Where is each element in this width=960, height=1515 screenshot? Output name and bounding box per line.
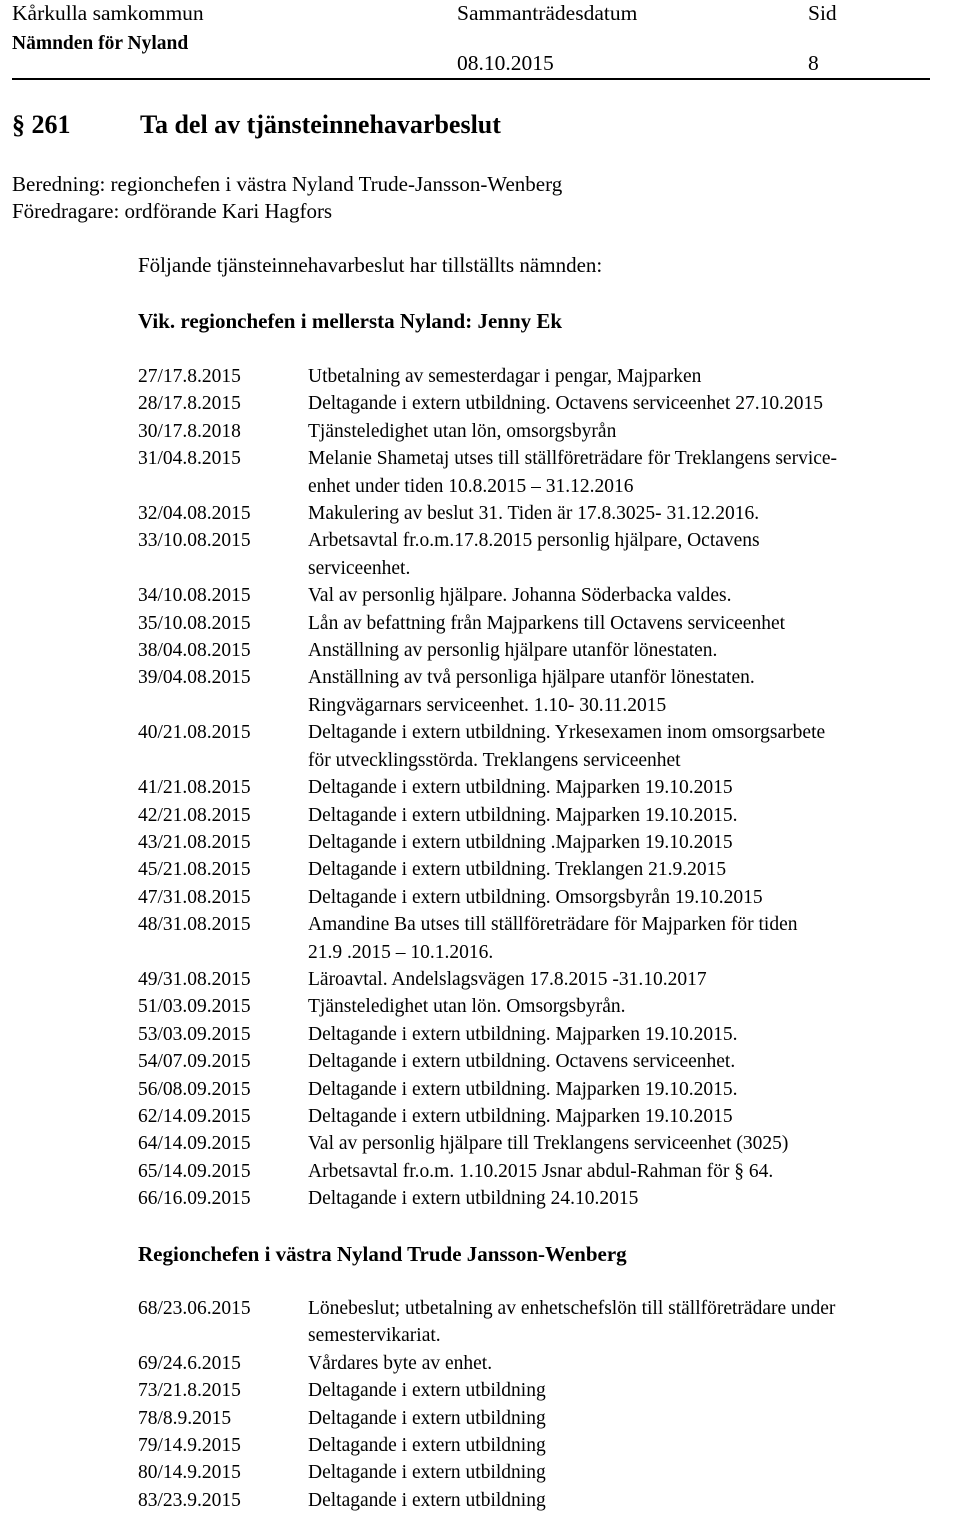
decision-row	[138, 802, 960, 829]
meeting-date-label: Sammanträdesdatum	[457, 1, 638, 25]
decision-row	[138, 719, 960, 774]
decision-text: Deltagande i extern utbildning	[308, 1380, 546, 1402]
decision-row	[138, 445, 960, 500]
unit-name: Nämnden för Nyland	[12, 33, 189, 54]
decision-row	[138, 911, 960, 966]
decision-number: 62/14.09.2015	[138, 1105, 251, 1127]
decision-text: Deltagande i extern utbildning	[308, 1435, 546, 1457]
decision-text: Amandine Ba utses till ställföreträdare för Majparken för tiden 21.9 .2015 – 10.1.2016.	[308, 914, 798, 963]
decision-text: Deltagande i extern utbildning 24.10.2015	[308, 1188, 639, 1210]
decision-number: 30/17.8.2018	[138, 420, 241, 442]
decision-text: Deltagande i extern utbildning. Majparken 19.10.2015	[308, 1105, 733, 1127]
decision-number: 65/14.09.2015	[138, 1160, 251, 1182]
decision-number: 43/21.08.2015	[138, 831, 251, 853]
decision-text: Makulering av beslut 31. Tiden är 17.8.3025- 31.12.2016.	[308, 503, 760, 525]
decision-number: 32/04.08.2015	[138, 503, 251, 525]
decision-number: 33/10.08.2015	[138, 530, 251, 552]
decision-row	[138, 363, 960, 390]
decision-number: 66/16.09.2015	[138, 1188, 251, 1210]
decision-text: Deltagande i extern utbildning. Yrkesexamen inom omsorgsarbete för utvecklingsstörda. Treklangens serviceenhet	[308, 722, 826, 771]
decision-number: 40/21.08.2015	[138, 722, 251, 744]
organization-name: Kårkulla samkommun	[12, 1, 204, 25]
decision-number: 49/31.08.2015	[138, 968, 251, 990]
beredning-line: Beredning: regionchefen i västra Nyland Trude-Jansson-Wenberg	[12, 172, 563, 196]
decision-text: Lönebeslut; utbetalning av enhetschefslön till ställföreträdare under semestervikariat.	[308, 1298, 836, 1347]
page-header	[0, 0, 960, 80]
section-title-text: Ta del av tjänsteinnehavarbeslut	[140, 110, 501, 139]
decision-row	[138, 856, 960, 883]
decision-number: 56/08.09.2015	[138, 1078, 251, 1100]
decision-row	[138, 1158, 960, 1185]
paragraph-sign: §	[12, 110, 25, 139]
decision-text: Deltagande i extern utbildning. Omsorgsbyrån 19.10.2015	[308, 886, 763, 908]
decision-number: 27/17.8.2015	[138, 366, 241, 387]
decision-row	[138, 527, 960, 582]
decision-row	[138, 1377, 960, 1404]
decision-text: Anställning av personlig hjälpare utanför lönestaten.	[308, 640, 718, 662]
decision-text: Deltagande i extern utbildning	[308, 1462, 546, 1484]
header-divider	[12, 78, 930, 80]
decision-text: Arbetsavtal fr.o.m.17.8.2015 personlig hjälpare, Octavens serviceenhet.	[308, 530, 760, 579]
decision-number: 69/24.6.2015	[138, 1352, 241, 1374]
decision-row	[138, 829, 960, 856]
decision-text: Val av personlig hjälpare till Treklangens serviceenhet (3025)	[308, 1133, 789, 1155]
decision-number: 79/14.9.2015	[138, 1435, 241, 1457]
decision-number: 80/14.9.2015	[138, 1462, 241, 1484]
decision-row	[138, 610, 960, 637]
decision-number: 31/04.8.2015	[138, 448, 241, 470]
decision-text: Tjänsteledighet utan lön, omsorgsbyrån	[308, 420, 617, 442]
meeting-date: 08.10.2015	[457, 51, 554, 75]
decision-number: 54/07.09.2015	[138, 1051, 251, 1073]
decision-row	[138, 1185, 960, 1212]
decision-text: Lån av befattning från Majparkens till Octavens serviceenhet	[308, 612, 786, 634]
decision-row	[138, 1350, 960, 1377]
decision-number: 53/03.09.2015	[138, 1023, 251, 1045]
decision-number: 64/14.09.2015	[138, 1133, 251, 1155]
decision-text: Deltagande i extern utbildning. Majparken 19.10.2015.	[308, 1023, 738, 1045]
foredragare-line: Föredragare: ordförande Kari Hagfors	[12, 199, 333, 223]
decision-row	[138, 1021, 960, 1048]
group2-heading: Regionchefen i västra Nyland Trude Jansson-Wenberg	[138, 1242, 627, 1266]
decision-row	[138, 664, 960, 719]
group1-decision-list	[138, 363, 960, 1213]
decision-row	[138, 582, 960, 609]
decision-text: Deltagande i extern utbildning .Majparken 19.10.2015	[308, 831, 733, 853]
decision-number: 45/21.08.2015	[138, 859, 251, 881]
decision-text: Läroavtal. Andelslagsvägen 17.8.2015 -31.10.2017	[308, 968, 707, 990]
decision-row	[138, 1405, 960, 1432]
decision-number: 41/21.08.2015	[138, 777, 251, 799]
page-number: 8	[808, 51, 819, 75]
decision-text: Deltagande i extern utbildning. Majparken 19.10.2015.	[308, 804, 738, 826]
page-label: Sid	[808, 1, 837, 25]
decision-row	[138, 774, 960, 801]
decision-row	[138, 1432, 960, 1459]
decision-text: Deltagande i extern utbildning. Majparken 19.10.2015.	[308, 1078, 738, 1100]
decision-number: 38/04.08.2015	[138, 640, 251, 662]
decision-row	[138, 966, 960, 993]
decision-row	[138, 1103, 960, 1130]
decision-row	[138, 993, 960, 1020]
decision-number: 39/04.08.2015	[138, 667, 251, 689]
decision-text: Melanie Shametaj utses till ställföreträdare för Treklangens service- enhet under tiden 10.8.2015 – 31.12.2016	[308, 448, 838, 497]
decision-number: 68/23.06.2015	[138, 1298, 251, 1319]
decision-row	[138, 1048, 960, 1075]
decision-text: Anställning av två personliga hjälpare utanför lönestaten. Ringvägarnars serviceenhet. 1.10- 30.11.2015	[308, 667, 755, 716]
decision-row	[138, 1487, 960, 1514]
group2-decision-list	[138, 1295, 960, 1514]
decision-row	[138, 637, 960, 664]
decision-number: 47/31.08.2015	[138, 886, 251, 908]
decision-row	[138, 500, 960, 527]
decision-number: 48/31.08.2015	[138, 914, 251, 936]
decision-text: Deltagande i extern utbildning	[308, 1489, 546, 1511]
section-title	[12, 108, 501, 142]
decision-row	[138, 884, 960, 911]
decision-text: Tjänsteledighet utan lön. Omsorgsbyrån.	[308, 996, 626, 1018]
decision-row	[138, 1459, 960, 1486]
decision-number: 35/10.08.2015	[138, 612, 251, 634]
decision-row	[138, 390, 960, 417]
decision-text: Vårdares byte av enhet.	[308, 1352, 493, 1374]
decision-number: 42/21.08.2015	[138, 804, 251, 826]
decision-number: 83/23.9.2015	[138, 1489, 241, 1511]
decision-number: 73/21.8.2015	[138, 1380, 241, 1402]
decision-row	[138, 1076, 960, 1103]
decision-number: 78/8.9.2015	[138, 1407, 232, 1429]
decision-row	[138, 418, 960, 445]
decision-text: Deltagande i extern utbildning. Octavens serviceenhet.	[308, 1051, 736, 1073]
decision-text: Deltagande i extern utbildning. Majparken 19.10.2015	[308, 777, 733, 799]
decision-row	[138, 1295, 960, 1350]
decision-number: 34/10.08.2015	[138, 585, 251, 607]
intro-text: Följande tjänsteinnehavarbeslut har tillställts nämnden:	[138, 253, 603, 277]
decision-text: Deltagande i extern utbildning. Octavens serviceenhet 27.10.2015	[308, 393, 823, 415]
section-number: 261	[31, 110, 71, 139]
decision-text: Arbetsavtal fr.o.m. 1.10.2015 Jsnar abdul-Rahman för § 64.	[308, 1160, 774, 1182]
decision-number: 28/17.8.2015	[138, 393, 241, 415]
decision-row	[138, 1130, 960, 1157]
decision-text: Utbetalning av semesterdagar i pengar, Majparken	[308, 366, 702, 387]
decision-text: Val av personlig hjälpare. Johanna Söderbacka valdes.	[308, 585, 732, 607]
group1-heading: Vik. regionchefen i mellersta Nyland: Jenny Ek	[138, 309, 563, 333]
decision-number: 51/03.09.2015	[138, 996, 251, 1018]
decision-text: Deltagande i extern utbildning. Treklangen 21.9.2015	[308, 859, 727, 881]
decision-text: Deltagande i extern utbildning	[308, 1407, 546, 1429]
